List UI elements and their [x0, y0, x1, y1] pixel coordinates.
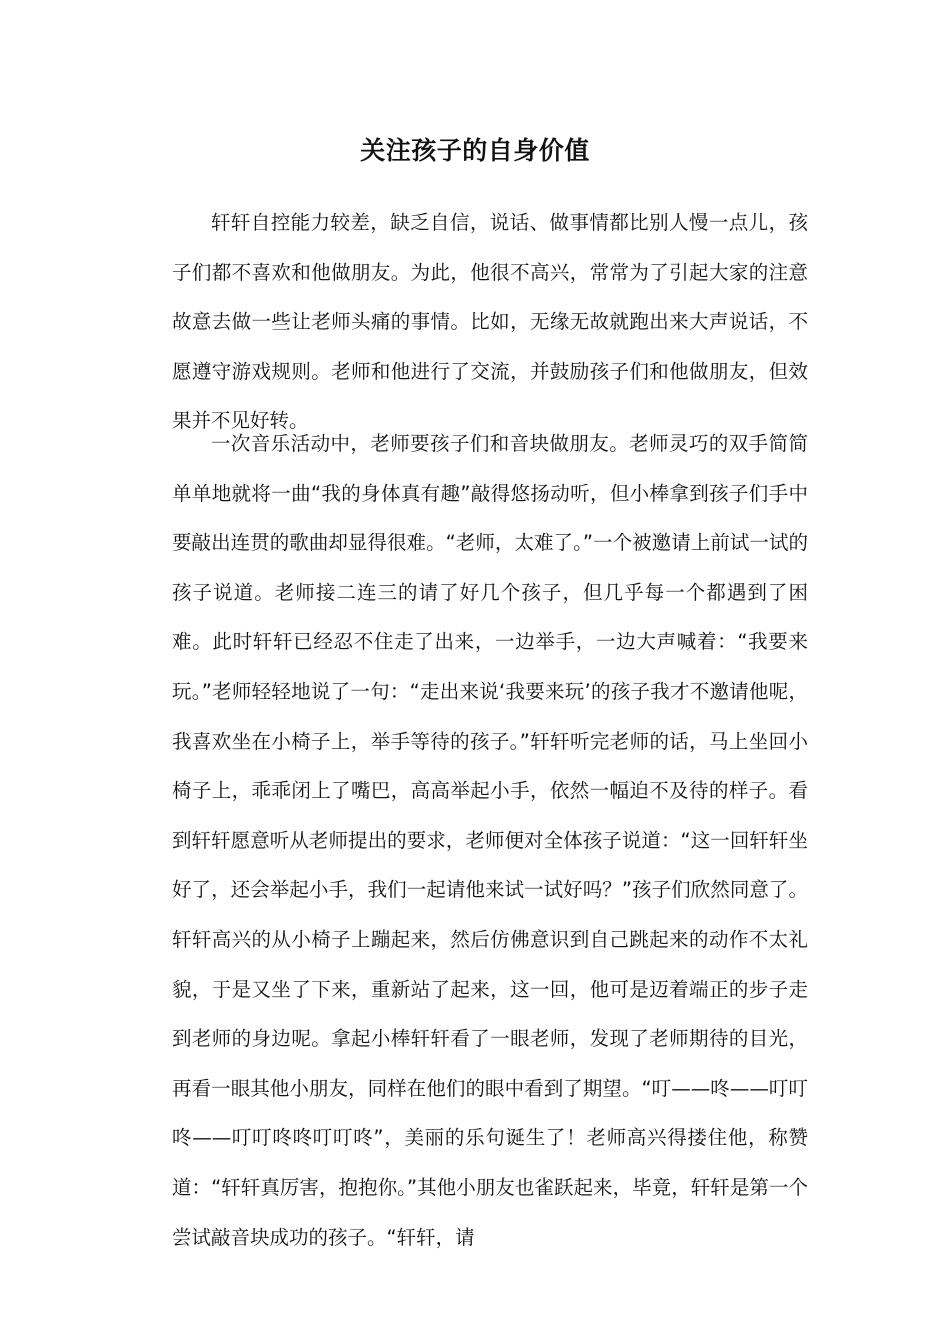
paragraph-2: 一次音乐活动中，老师要孩子们和音块做朋友。老师灵巧的双手简简单单地就将一曲“我的身体真有趣”敲得悠扬动听，但小棒拿到孩子们手中要敲出连贯的歌曲却显得很难。“老师，太难了。”一个被邀请上前试一试的孩子说道。老师接二连三的请了好几个孩子，但几乎每一个都遇到了困难。此时轩轩已经忍不住走了出来，一边举手，一边大声喊着：“我要来玩。”老师轻轻地说了一句：“走出来说‘我要来玩’的孩子我才不邀请他呢，我喜欢坐在小椅子上，举手等待的孩子。”轩轩听完老师的话，马上坐回小椅子上，乖乖闭上了嘴巴，高高举起小手，依然一幅迫不及待的样子。看到轩轩愿意听从老师提出的要求，老师便对全体孩子说道：“这一回轩轩坐好了，还会举起小手，我们一起请他来试一试好吗？”孩子们欣然同意了。轩轩高兴的从小椅子上蹦起来，然后仿佛意识到自己跳起来的动作不太礼貌，于是又坐了下来，重新站了起来，这一回，他可是迈着端正的步子走到老师的身边呢。拿起小棒轩轩看了一眼老师，发现了老师期待的目光，再看一眼其他小朋友，同样在他们的眼中看到了期望。“叮——咚——叮叮咚——叮叮咚咚叮叮咚”，美丽的乐句诞生了！老师高兴得搂住他，称赞道：“轩轩真厉害，抱抱你。”其他小朋友也雀跃起来，毕竟，轩轩是第一个尝试敲音块成功的孩子。“轩轩，请 — [172, 432, 808, 1249]
document-title: 关注孩子的自身价值 — [360, 136, 590, 165]
paragraph-1: 轩轩自控能力较差，缺乏自信，说话、做事情都比别人慢一点儿，孩子们都不喜欢和他做朋友。为此，他很不高兴，常常为了引起大家的注意故意去做一些让老师头痛的事情。比如，无缘无故就跑出来大声说话，不愿遵守游戏规则。老师和他进行了交流，并鼓励孩子们和他做朋友，但效果并不见好转。 — [172, 211, 808, 433]
